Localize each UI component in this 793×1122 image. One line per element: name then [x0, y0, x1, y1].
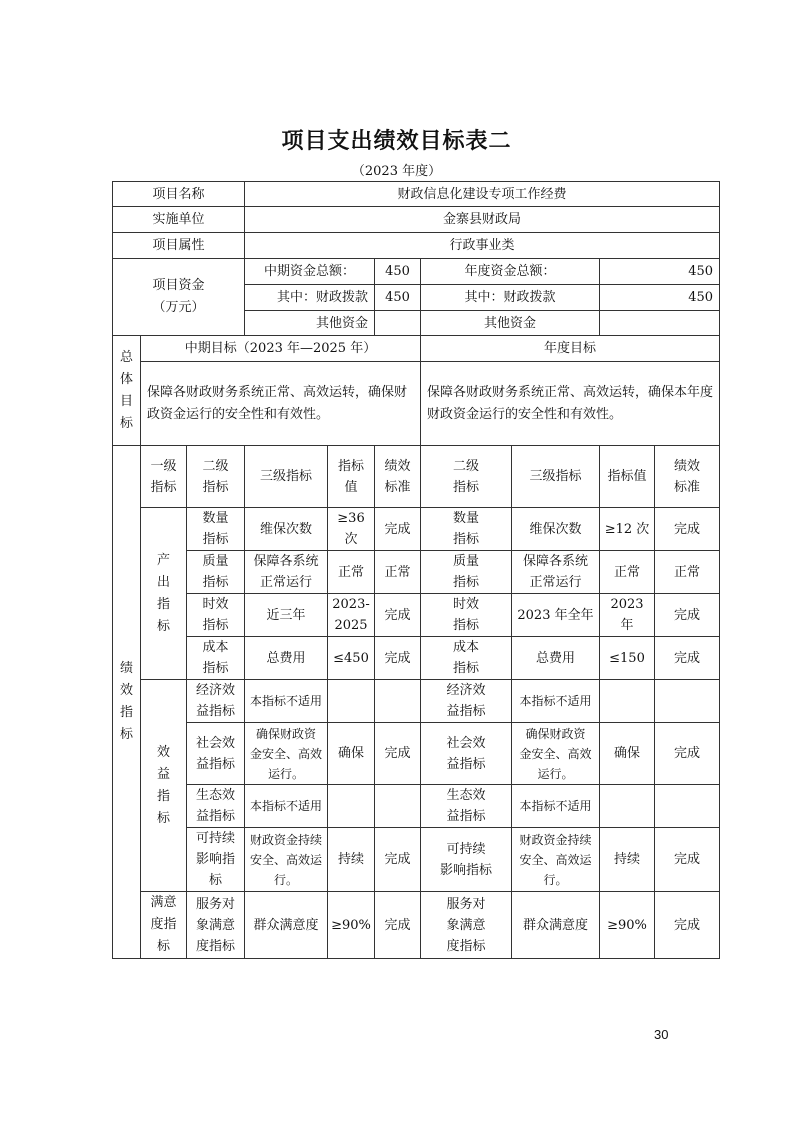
- annual-indicator-value: 确保: [600, 723, 655, 785]
- indicator-row: [113, 551, 720, 594]
- performance-standard: 完成: [375, 828, 421, 892]
- project-name-value: 财政信息化建设专项工作经费: [245, 182, 720, 207]
- indicator-row: [113, 785, 720, 828]
- level1-indicator: 效 益 指 标: [141, 680, 187, 892]
- annual-indicator-value: ≥12 次: [600, 508, 655, 551]
- performance-standard: [375, 680, 421, 723]
- indicator-row: [113, 637, 720, 680]
- performance-target-table: [112, 181, 720, 959]
- level3-indicator: 本指标不适用: [245, 785, 328, 828]
- level3-indicator: 确保财政资 金安全、高效 运行。: [245, 723, 328, 785]
- project-attribute-label: 项目属性: [113, 233, 245, 259]
- annual-level3-indicator: 群众满意度: [512, 892, 600, 959]
- mid-other-value: [375, 311, 421, 336]
- overall-goals-label: 总 体 目 标: [113, 336, 141, 446]
- level2-indicator: 生态效 益指标: [187, 785, 245, 828]
- annual-goal-header: 年度目标: [421, 336, 720, 362]
- annual-performance-standard: 完成: [655, 637, 720, 680]
- indicator-row: [113, 508, 720, 551]
- annual-performance-standard: [655, 680, 720, 723]
- annual-level2-indicator: 时效 指标: [421, 594, 512, 637]
- implementing-unit-value: 金寨县财政局: [245, 207, 720, 233]
- row-implementing-unit: [113, 207, 720, 233]
- year-other-value: [600, 311, 720, 336]
- annual-level2-indicator: 质量 指标: [421, 551, 512, 594]
- annual-level3-indicator: 总费用: [512, 637, 600, 680]
- year-subtitle: （2023 年度）: [351, 164, 442, 179]
- annual-indicator-value: ≤150: [600, 637, 655, 680]
- annual-indicator-value: 持续: [600, 828, 655, 892]
- level2-indicator: 服务对 象满意 度指标: [187, 892, 245, 959]
- annual-indicator-value: [600, 680, 655, 723]
- indicator-row: [113, 723, 720, 785]
- header-level1: 一级 指标: [141, 446, 187, 508]
- performance-standard: 完成: [375, 637, 421, 680]
- performance-standard: 正常: [375, 551, 421, 594]
- indicator-value: 确保: [328, 723, 375, 785]
- mid-term-goal-text: 保障各财政财务系统正常、高效运转，确保财政资金运行的安全性和有效性。: [141, 362, 421, 446]
- indicator-row: [113, 594, 720, 637]
- annual-level3-indicator: 确保财政资 金安全、高效 运行。: [512, 723, 600, 785]
- performance-standard: 完成: [375, 508, 421, 551]
- level2-indicator: 数量 指标: [187, 508, 245, 551]
- mid-fiscal-value: 450: [375, 285, 421, 311]
- annual-level3-indicator: 保障各系统 正常运行: [512, 551, 600, 594]
- level3-indicator: 财政资金持续 安全、高效运 行。: [245, 828, 328, 892]
- level3-indicator: 本指标不适用: [245, 680, 328, 723]
- annual-level3-indicator: 财政资金持续 安全、高效运 行。: [512, 828, 600, 892]
- performance-standard: 完成: [375, 594, 421, 637]
- year-total-label: 年度资金总额：: [421, 259, 600, 285]
- annual-performance-standard: 完成: [655, 508, 720, 551]
- project-funds-label: 项目资金 （万元）: [113, 259, 245, 336]
- row-funds-total: [113, 259, 720, 285]
- level3-indicator: 近三年: [245, 594, 328, 637]
- annual-goal-text: 保障各财政财务系统正常、高效运转，确保本年度财政资金运行的安全性和有效性。: [421, 362, 720, 446]
- row-goals-header: [113, 336, 720, 362]
- header-annual-level3: 三级指标: [512, 446, 600, 508]
- annual-level3-indicator: 本指标不适用: [512, 680, 600, 723]
- project-attribute-value: 行政事业类: [245, 233, 720, 259]
- indicator-value: ≤450: [328, 637, 375, 680]
- annual-level2-indicator: 生态效 益指标: [421, 785, 512, 828]
- page-number: 30: [654, 1027, 669, 1042]
- indicator-value: 持续: [328, 828, 375, 892]
- header-annual-standard: 绩效 标准: [655, 446, 720, 508]
- annual-performance-standard: 完成: [655, 828, 720, 892]
- year-fiscal-label: 其中：财政拨款: [421, 285, 600, 311]
- annual-level2-indicator: 社会效 益指标: [421, 723, 512, 785]
- annual-level2-indicator: 可持续 影响指标: [421, 828, 512, 892]
- performance-standard: [375, 785, 421, 828]
- mid-other-label: 其他资金: [245, 311, 375, 336]
- indicator-value: 2023- 2025: [328, 594, 375, 637]
- indicator-value: 正常: [328, 551, 375, 594]
- mid-total-label: 中期资金总额：: [245, 259, 375, 285]
- level3-indicator: 保障各系统 正常运行: [245, 551, 328, 594]
- annual-performance-standard: 完成: [655, 594, 720, 637]
- mid-total-value: 450: [375, 259, 421, 285]
- header-standard: 绩效 标准: [375, 446, 421, 508]
- annual-level2-indicator: 数量 指标: [421, 508, 512, 551]
- annual-performance-standard: 正常: [655, 551, 720, 594]
- header-annual-value: 指标值: [600, 446, 655, 508]
- annual-level3-indicator: 本指标不适用: [512, 785, 600, 828]
- row-project-name: [113, 182, 720, 207]
- indicator-value: ≥90%: [328, 892, 375, 959]
- indicator-value: ≥36 次: [328, 508, 375, 551]
- mid-fiscal-label: 其中：财政拨款: [245, 285, 375, 311]
- annual-level3-indicator: 2023 年全年: [512, 594, 600, 637]
- header-value: 指标 值: [328, 446, 375, 508]
- indicator-value: [328, 680, 375, 723]
- indicator-value: [328, 785, 375, 828]
- level2-indicator: 可持续 影响指 标: [187, 828, 245, 892]
- mid-term-goal-header: 中期目标（2023 年—2025 年）: [141, 336, 421, 362]
- performance-standard: 完成: [375, 723, 421, 785]
- level2-indicator: 成本 指标: [187, 637, 245, 680]
- annual-indicator-value: ≥90%: [600, 892, 655, 959]
- page-title: 项目支出绩效目标表二: [281, 129, 512, 154]
- annual-performance-standard: [655, 785, 720, 828]
- performance-standard: 完成: [375, 892, 421, 959]
- annual-level2-indicator: 成本 指标: [421, 637, 512, 680]
- annual-indicator-value: 正常: [600, 551, 655, 594]
- year-fiscal-value: 450: [600, 285, 720, 311]
- annual-level3-indicator: 维保次数: [512, 508, 600, 551]
- level1-indicator: 满意 度指 标: [141, 892, 187, 959]
- indicator-row: [113, 680, 720, 723]
- level3-indicator: 维保次数: [245, 508, 328, 551]
- row-project-attribute: [113, 233, 720, 259]
- level1-indicator: 产 出 指 标: [141, 508, 187, 680]
- annual-level2-indicator: 服务对 象满意 度指标: [421, 892, 512, 959]
- annual-indicator-value: [600, 785, 655, 828]
- implementing-unit-label: 实施单位: [113, 207, 245, 233]
- indicator-row: [113, 828, 720, 892]
- level2-indicator: 社会效 益指标: [187, 723, 245, 785]
- row-goals-text: [113, 362, 720, 446]
- year-other-label: 其他资金: [421, 311, 600, 336]
- level2-indicator: 时效 指标: [187, 594, 245, 637]
- indicator-row: [113, 892, 720, 959]
- level2-indicator: 质量 指标: [187, 551, 245, 594]
- annual-performance-standard: 完成: [655, 723, 720, 785]
- annual-level2-indicator: 经济效 益指标: [421, 680, 512, 723]
- header-annual-level2: 二级 指标: [421, 446, 512, 508]
- project-name-label: 项目名称: [113, 182, 245, 207]
- level3-indicator: 总费用: [245, 637, 328, 680]
- header-level2: 二级 指标: [187, 446, 245, 508]
- row-indicator-headers: [113, 446, 720, 508]
- level3-indicator: 群众满意度: [245, 892, 328, 959]
- annual-performance-standard: 完成: [655, 892, 720, 959]
- year-total-value: 450: [600, 259, 720, 285]
- header-level3: 三级指标: [245, 446, 328, 508]
- annual-indicator-value: 2023 年: [600, 594, 655, 637]
- performance-indicators-label: 绩 效 指 标: [113, 446, 141, 959]
- level2-indicator: 经济效 益指标: [187, 680, 245, 723]
